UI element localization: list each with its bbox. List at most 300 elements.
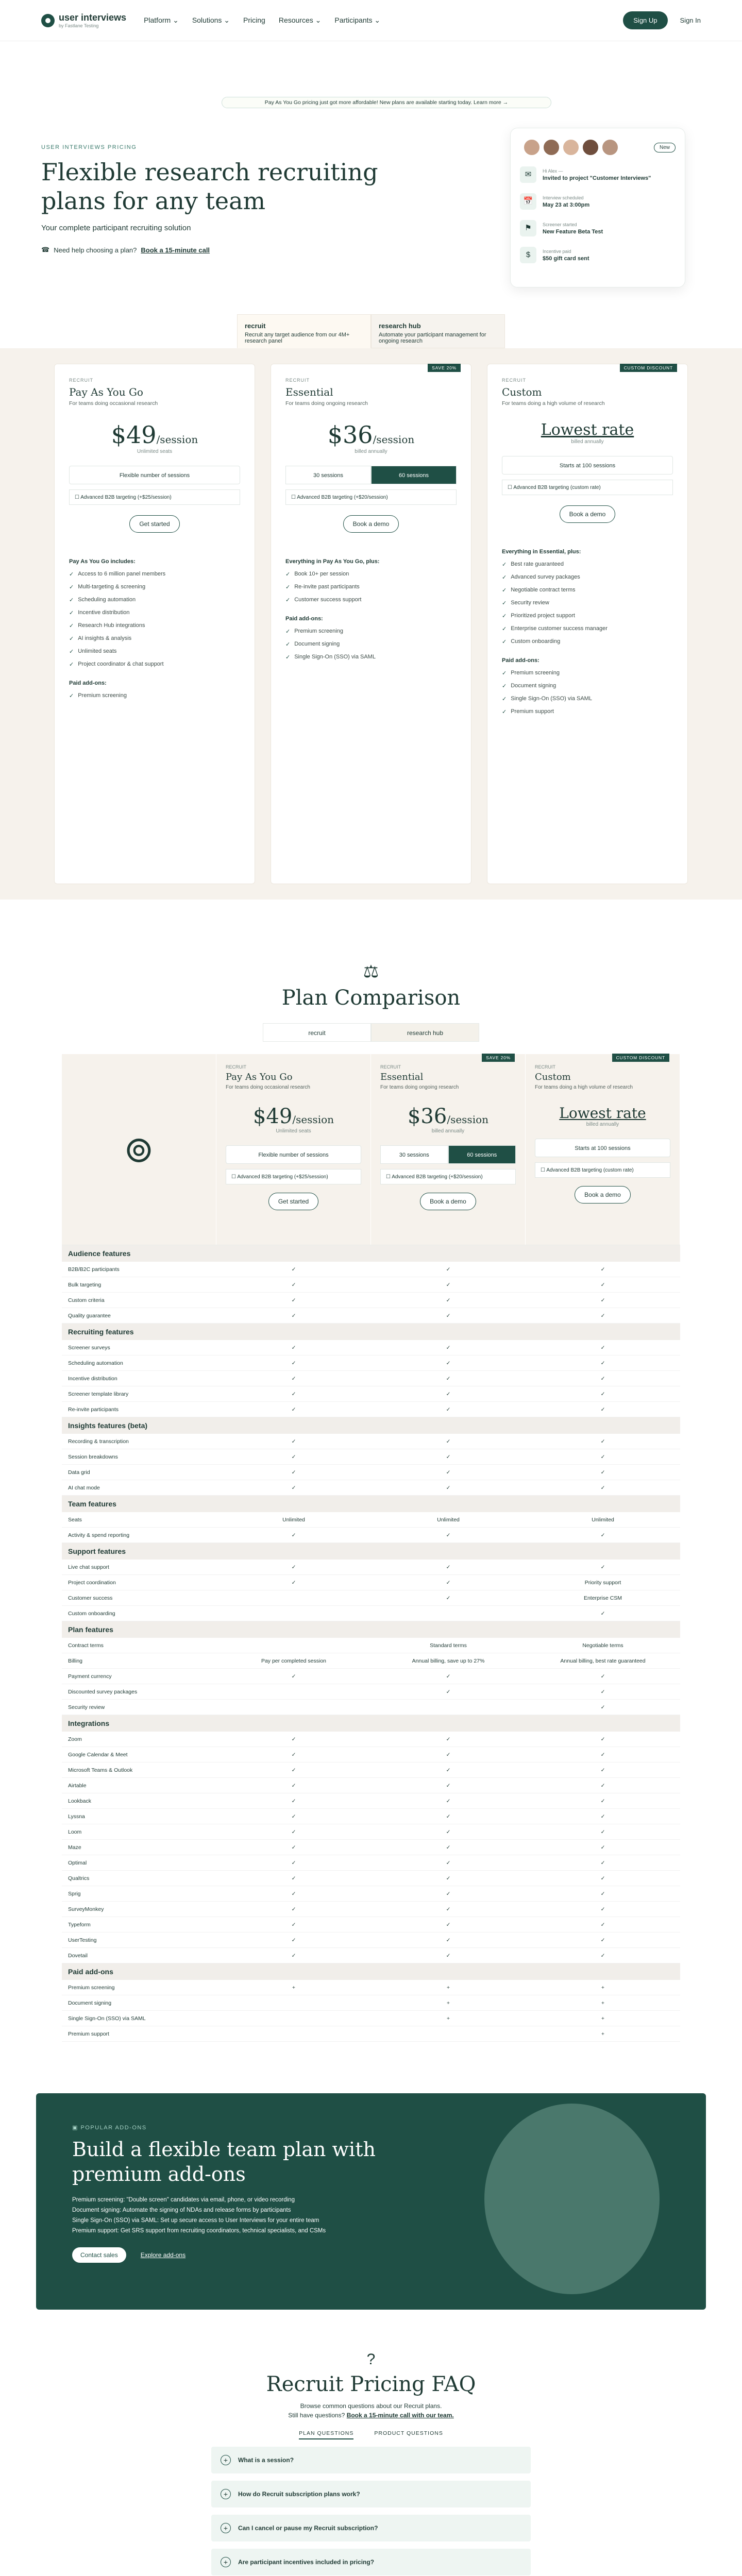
feature-cell: ✓ bbox=[291, 1406, 296, 1413]
feature-cell: ✓ bbox=[291, 1564, 296, 1570]
feature-name: AI chat mode bbox=[68, 1485, 100, 1491]
event-title: New Feature Beta Test bbox=[543, 228, 603, 235]
feature-cell: ✓ bbox=[600, 1798, 605, 1804]
event-title: May 23 at 3:00pm bbox=[543, 201, 590, 208]
addon-item: ✓ Single Sign-On (SSO) via SAML bbox=[502, 696, 673, 702]
comparison-section-header: Audience features bbox=[62, 1245, 680, 1262]
feature-name: Screener surveys bbox=[68, 1345, 110, 1351]
feature-name: Zoom bbox=[68, 1736, 82, 1742]
plan-desc: For teams doing ongoing research bbox=[285, 400, 368, 406]
feature-name: Document signing bbox=[68, 2000, 112, 2006]
price-note: billed annually bbox=[571, 439, 604, 445]
feature-cell: ✓ bbox=[446, 1689, 451, 1695]
feature-cell: ✓ bbox=[446, 1391, 451, 1397]
plan-label: RECRUIT bbox=[226, 1064, 246, 1070]
table-row bbox=[62, 1575, 680, 1590]
event-meta: Hi Alex — bbox=[543, 168, 563, 174]
feature-cell: ✓ bbox=[291, 1282, 296, 1288]
feature-name: Discounted survey packages bbox=[68, 1689, 138, 1695]
feature-cell: ✓ bbox=[446, 1266, 451, 1273]
comparison-section-header: Team features bbox=[62, 1496, 680, 1512]
session-selector[interactable]: Starts at 100 sessions bbox=[502, 456, 673, 474]
feature-cell bbox=[216, 1995, 371, 2011]
price-value: Lowest rate bbox=[559, 1105, 646, 1122]
table-row bbox=[62, 1871, 680, 1886]
book-demo-button[interactable]: Book a demo bbox=[560, 505, 616, 523]
addon-list bbox=[69, 692, 240, 699]
segment-30[interactable]: 30 sessions bbox=[380, 1145, 448, 1164]
feature-cell: + bbox=[446, 2015, 450, 2022]
feature-name: SurveyMonkey bbox=[68, 1906, 104, 1912]
price-note: Unlimited seats bbox=[276, 1128, 311, 1134]
feature-cell: + bbox=[446, 2000, 450, 2006]
feature-name: Recording & transcription bbox=[68, 1438, 129, 1445]
table-row bbox=[62, 2011, 680, 2026]
feature-cell: ✓ bbox=[446, 1767, 451, 1773]
feature-cell: + bbox=[601, 2015, 605, 2022]
segment-60[interactable]: 60 sessions bbox=[448, 1145, 516, 1164]
save-badge: SAVE 20% bbox=[482, 1054, 515, 1062]
avatar-row bbox=[520, 139, 676, 156]
feature-cell: Standard terms bbox=[430, 1642, 467, 1649]
b2b-label: Advanced B2B targeting (+$25/session) bbox=[237, 1174, 328, 1180]
feature-name: Loom bbox=[68, 1829, 82, 1835]
feature-cell: Enterprise CSM bbox=[583, 1595, 622, 1601]
table-row bbox=[62, 1449, 680, 1465]
avatar bbox=[582, 139, 599, 156]
b2b-checkbox[interactable]: ☐ Advanced B2B targeting (custom rate) bbox=[502, 480, 673, 495]
plan-comparison bbox=[0, 900, 742, 2073]
feature-name: Custom onboarding bbox=[68, 1611, 115, 1617]
tab-desc: Recruit any target audience from our 4M+ research panel bbox=[245, 332, 350, 344]
comparison-section-header: Insights features (beta) bbox=[62, 1417, 680, 1434]
pricing-cards bbox=[41, 364, 701, 884]
segment-30[interactable]: 30 sessions bbox=[285, 466, 371, 484]
event-meta: Screener started bbox=[543, 222, 577, 227]
plan-card-custom bbox=[487, 364, 688, 884]
price-note: billed annually bbox=[431, 1128, 465, 1134]
faq-item[interactable] bbox=[211, 2447, 531, 2473]
feature-cell: ✓ bbox=[600, 1953, 605, 1959]
table-row bbox=[62, 1638, 680, 1653]
table-row bbox=[62, 1386, 680, 1402]
feature-name: Bulk targeting bbox=[68, 1282, 102, 1288]
hero-title: Flexible research recruiting plans for any team bbox=[41, 158, 378, 215]
plan-label: RECRUIT bbox=[380, 1064, 401, 1070]
table-row bbox=[62, 1948, 680, 1963]
nav-link-participants[interactable]: Participants ⌄ bbox=[334, 16, 381, 24]
event-text bbox=[543, 249, 589, 262]
nav-link-platform[interactable]: Platform ⌄ bbox=[144, 16, 179, 24]
feature-cell: Priority support bbox=[584, 1580, 621, 1586]
feature-cell: ✓ bbox=[446, 1953, 451, 1959]
table-row bbox=[62, 1262, 680, 1277]
feature-name: Microsoft Teams & Outlook bbox=[68, 1767, 133, 1773]
feature-cell: ✓ bbox=[446, 1844, 451, 1851]
table-row bbox=[62, 1917, 680, 1933]
feature-name: Qualtrics bbox=[68, 1875, 90, 1882]
price-value: $36 bbox=[327, 421, 373, 449]
feature-cell: ✓ bbox=[446, 1673, 451, 1680]
comparison-header bbox=[62, 1054, 680, 1245]
feature-cell: + bbox=[446, 1985, 450, 1991]
table-row bbox=[62, 1700, 680, 1715]
feature-name: B2B/B2C participants bbox=[68, 1266, 120, 1273]
b2b-label: Advanced B2B targeting (custom rate) bbox=[513, 485, 601, 490]
plan-name: Essential bbox=[380, 1072, 424, 1082]
plan-desc: For teams doing a high volume of research bbox=[535, 1084, 633, 1090]
feature-cell bbox=[216, 2011, 371, 2026]
feature-item: ✓ Multi-targeting & screening bbox=[69, 584, 240, 590]
feature-cell: ✓ bbox=[446, 1814, 451, 1820]
feature-cell: ✓ bbox=[600, 1752, 605, 1758]
plan-desc: For teams doing ongoing research bbox=[380, 1084, 459, 1090]
session-selector[interactable]: Flexible number of sessions bbox=[69, 466, 240, 484]
feature-cell bbox=[216, 1684, 371, 1700]
table-row bbox=[62, 1512, 680, 1528]
feature-item: ✓ Advanced survey packages bbox=[502, 574, 673, 581]
session-selector[interactable]: Flexible number of sessions bbox=[226, 1145, 361, 1164]
event-text bbox=[543, 222, 603, 235]
faq-item[interactable] bbox=[211, 2515, 531, 2541]
plus-icon: + bbox=[221, 2489, 231, 2499]
table-row bbox=[62, 1747, 680, 1762]
feature-cell: ✓ bbox=[446, 1595, 451, 1601]
feature-cell: ✓ bbox=[291, 1860, 296, 1866]
comparison-title: Plan Comparison bbox=[281, 986, 461, 1010]
promo-item: Premium support: Get SRS support from recruiting coordinators, technical specialists, and CSMs bbox=[72, 2228, 326, 2234]
feature-cell: ✓ bbox=[600, 1564, 605, 1570]
comparison-section-header: Integrations bbox=[62, 1715, 680, 1732]
addons-heading: Paid add-ons: bbox=[285, 616, 323, 622]
feature-cell: Unlimited bbox=[437, 1517, 460, 1523]
feature-cell: ✓ bbox=[291, 1937, 296, 1943]
feature-cell: ✓ bbox=[600, 1814, 605, 1820]
feature-name: Lookback bbox=[68, 1798, 91, 1804]
feature-cell: + bbox=[292, 1985, 296, 1991]
promo-eyebrow-text: POPULAR ADD-ONS bbox=[80, 2125, 147, 2131]
feature-cell: ✓ bbox=[291, 1469, 296, 1476]
plan-card-payg bbox=[54, 364, 255, 884]
plan-name: Essential bbox=[285, 386, 333, 398]
plus-icon: + bbox=[221, 2455, 231, 2465]
book-demo-button[interactable]: Book a demo bbox=[343, 515, 399, 533]
feature-cell: ✓ bbox=[600, 1736, 605, 1742]
comparison-table bbox=[62, 1245, 680, 2042]
save-badge: SAVE 20% bbox=[428, 364, 461, 372]
feature-name: Customer success bbox=[68, 1595, 113, 1601]
feature-name: Payment currency bbox=[68, 1673, 112, 1680]
faq-title: Recruit Pricing FAQ bbox=[266, 2372, 476, 2396]
feature-cell: ✓ bbox=[291, 1376, 296, 1382]
plan-label: RECRUIT bbox=[502, 378, 526, 383]
addon-item: ✓ Document signing bbox=[502, 683, 673, 689]
tab-product-questions[interactable]: PRODUCT QUESTIONS bbox=[374, 2430, 443, 2436]
table-row bbox=[62, 1371, 680, 1386]
dollar-icon: $ bbox=[520, 247, 536, 263]
feature-cell: ✓ bbox=[446, 1360, 451, 1366]
feature-cell: ✓ bbox=[291, 1798, 296, 1804]
nav-links bbox=[144, 16, 380, 25]
features-heading: Everything in Essential, plus: bbox=[502, 549, 581, 555]
feature-cell: Unlimited bbox=[282, 1517, 305, 1523]
feature-cell: ✓ bbox=[600, 1704, 605, 1710]
book-demo-button[interactable]: Book a demo bbox=[420, 1193, 476, 1210]
tab-recruit[interactable]: recruit bbox=[263, 1023, 371, 1042]
feature-cell: ✓ bbox=[600, 1406, 605, 1413]
event-title: Invited to project "Customer Interviews" bbox=[543, 175, 651, 181]
faq-item[interactable] bbox=[211, 2481, 531, 2507]
announcement-banner[interactable]: Pay As You Go pricing just got more affordable! New plans are available starting today. Learn more → bbox=[222, 97, 551, 108]
feature-name: Premium screening bbox=[68, 1985, 115, 1991]
feature-name: Project coordination bbox=[68, 1580, 116, 1586]
plan-price bbox=[380, 1105, 516, 1128]
feature-cell: ✓ bbox=[600, 1611, 605, 1617]
feature-cell: ✓ bbox=[291, 1580, 296, 1586]
feature-cell: ✓ bbox=[291, 1767, 296, 1773]
segment-60[interactable]: 60 sessions bbox=[371, 466, 457, 484]
b2b-checkbox[interactable]: ☐ Advanced B2B targeting (custom rate) bbox=[535, 1162, 670, 1178]
feature-cell: ✓ bbox=[600, 1937, 605, 1943]
book-demo-button[interactable]: Book a demo bbox=[575, 1186, 631, 1204]
feature-cell: ✓ bbox=[600, 1891, 605, 1897]
features-heading: Everything in Pay As You Go, plus: bbox=[285, 558, 380, 565]
phone-icon: ☎ bbox=[41, 246, 50, 253]
feature-cell: ✓ bbox=[446, 1297, 451, 1303]
faq-item[interactable] bbox=[211, 2549, 531, 2575]
addon-item: ✓ Premium screening bbox=[69, 692, 240, 699]
table-row bbox=[62, 1308, 680, 1324]
faq-subtitle bbox=[0, 2401, 742, 2420]
feature-cell: ✓ bbox=[291, 1922, 296, 1928]
b2b-checkbox[interactable]: ☐ Advanced B2B targeting (+$25/session) bbox=[69, 489, 240, 505]
tab-research-hub[interactable] bbox=[371, 314, 505, 348]
feature-cell: ✓ bbox=[291, 1485, 296, 1491]
feature-name: Optimal bbox=[68, 1860, 87, 1866]
product-tabs bbox=[0, 314, 742, 348]
explore-addons-link[interactable]: Explore add-ons bbox=[140, 2251, 186, 2259]
feature-cell: ✓ bbox=[600, 1266, 605, 1273]
hero bbox=[0, 41, 742, 299]
tab-plan-questions[interactable]: PLAN QUESTIONS bbox=[299, 2430, 353, 2439]
feature-cell: ✓ bbox=[446, 1860, 451, 1866]
feature-name: Seats bbox=[68, 1517, 82, 1523]
plan-name: Pay As You Go bbox=[69, 386, 143, 398]
feature-name: Re-invite participants bbox=[68, 1406, 119, 1413]
feature-cell: Annual billing, save up to 27% bbox=[412, 1658, 485, 1664]
plan-label: RECRUIT bbox=[69, 378, 93, 383]
feature-name: Sprig bbox=[68, 1891, 81, 1897]
event-title: $50 gift card sent bbox=[543, 255, 589, 262]
feature-name: UserTesting bbox=[68, 1937, 97, 1943]
hero-subtitle: Your complete participant recruiting solution bbox=[41, 224, 191, 232]
feature-cell: ✓ bbox=[446, 1485, 451, 1491]
feature-cell: ✓ bbox=[600, 1485, 605, 1491]
feature-cell: ✓ bbox=[446, 1580, 451, 1586]
contact-sales-button[interactable]: Contact sales bbox=[72, 2247, 126, 2263]
table-row bbox=[62, 1653, 680, 1669]
get-started-button[interactable]: Get started bbox=[268, 1193, 318, 1210]
feature-cell bbox=[216, 1606, 371, 1621]
table-row bbox=[62, 1824, 680, 1840]
price-value: $49 bbox=[111, 421, 157, 449]
feature-cell: Annual billing, best rate guaranteed bbox=[560, 1658, 646, 1664]
feature-cell: ✓ bbox=[600, 1438, 605, 1445]
compare-col-custom bbox=[526, 1054, 680, 1245]
feature-cell: ✓ bbox=[291, 1313, 296, 1319]
promo-item: Document signing: Automate the signing of NDAs and release forms by participants bbox=[72, 2207, 291, 2213]
feature-cell: ✓ bbox=[600, 1844, 605, 1851]
tab-research-hub[interactable]: research hub bbox=[371, 1023, 479, 1042]
book-call-link[interactable]: Book a 15-minute call bbox=[141, 246, 210, 254]
feature-cell: ✓ bbox=[291, 1391, 296, 1397]
logo-sub: by Fastlane Testing bbox=[59, 23, 99, 28]
b2b-label: Advanced B2B targeting (custom rate) bbox=[546, 1167, 634, 1173]
event-item bbox=[520, 220, 676, 236]
plan-name: Custom bbox=[502, 386, 542, 398]
feature-name: Security review bbox=[68, 1704, 105, 1710]
table-row bbox=[62, 1606, 680, 1621]
nav-link-pricing[interactable]: Pricing bbox=[243, 16, 265, 24]
feature-name: Quality guarantee bbox=[68, 1313, 111, 1319]
logo-text bbox=[59, 12, 126, 28]
faq-question: Can I cancel or pause my Recruit subscription? bbox=[238, 2524, 378, 2532]
feature-item: ✓ Access to 6 million panel members bbox=[69, 571, 240, 578]
b2b-checkbox[interactable]: ☐ Advanced B2B targeting (+$20/session) bbox=[380, 1169, 516, 1184]
plan-name: Pay As You Go bbox=[226, 1072, 293, 1082]
feature-cell: + bbox=[601, 2031, 605, 2037]
avatar bbox=[543, 139, 560, 156]
feature-cell: ✓ bbox=[600, 1875, 605, 1882]
promo-item: Premium screening: "Double screen" candidates via email, phone, or video recording bbox=[72, 2197, 295, 2203]
feature-name: Custom criteria bbox=[68, 1297, 105, 1303]
feature-cell bbox=[371, 2026, 526, 2042]
event-item bbox=[520, 247, 676, 263]
table-row bbox=[62, 1809, 680, 1824]
nav-right bbox=[623, 11, 701, 29]
table-row bbox=[62, 1902, 680, 1917]
get-started-button[interactable]: Get started bbox=[129, 515, 179, 533]
table-row bbox=[62, 1480, 680, 1496]
feature-name: Incentive distribution bbox=[68, 1376, 117, 1382]
feature-item: ✓ Security review bbox=[502, 600, 673, 606]
tab-recruit[interactable] bbox=[237, 314, 371, 348]
plan-price bbox=[502, 421, 673, 439]
hero-eyebrow: USER INTERVIEWS PRICING bbox=[41, 144, 137, 150]
feature-cell: ✓ bbox=[600, 1469, 605, 1476]
feature-cell bbox=[216, 1590, 371, 1606]
feature-cell: ✓ bbox=[291, 1829, 296, 1835]
feature-cell: ✓ bbox=[446, 1829, 451, 1835]
question-icon: ? bbox=[366, 2351, 376, 2368]
calendar-icon: 📅 bbox=[520, 193, 536, 210]
compare-col-payg bbox=[216, 1054, 371, 1245]
feature-cell: ✓ bbox=[446, 1736, 451, 1742]
table-row bbox=[62, 1560, 680, 1575]
avatar bbox=[601, 139, 619, 156]
session-selector[interactable]: Starts at 100 sessions bbox=[535, 1139, 670, 1157]
addons-heading: Paid add-ons: bbox=[69, 680, 107, 686]
b2b-checkbox[interactable]: ☐ Advanced B2B targeting (+$20/session) bbox=[285, 489, 457, 505]
table-row bbox=[62, 1933, 680, 1948]
feature-cell: ✓ bbox=[446, 1454, 451, 1460]
nav-link-resources[interactable]: Resources ⌄ bbox=[278, 16, 322, 24]
feature-cell bbox=[216, 1700, 371, 1715]
feature-cell: ✓ bbox=[291, 1532, 296, 1538]
b2b-checkbox[interactable]: ☐ Advanced B2B targeting (+$25/session) bbox=[226, 1169, 361, 1184]
feature-item: ✓ Best rate guaranteed bbox=[502, 561, 673, 568]
signin-link[interactable]: Sign In bbox=[680, 16, 701, 24]
discount-badge: CUSTOM DISCOUNT bbox=[620, 364, 677, 372]
feature-cell: ✓ bbox=[291, 1673, 296, 1680]
avatar bbox=[562, 139, 580, 156]
feature-cell: ✓ bbox=[600, 1860, 605, 1866]
faq-sub2: Still have questions? bbox=[288, 2412, 345, 2419]
feature-cell: ✓ bbox=[291, 1844, 296, 1851]
top-nav bbox=[0, 0, 742, 41]
table-row bbox=[62, 1669, 680, 1684]
table-row bbox=[62, 1855, 680, 1871]
feature-cell: Pay per completed session bbox=[261, 1658, 327, 1664]
logo[interactable] bbox=[41, 12, 126, 28]
table-row bbox=[62, 1995, 680, 2011]
feature-item: ✓ Project coordinator & chat support bbox=[69, 661, 240, 668]
price-unit: /session bbox=[447, 1113, 489, 1126]
feature-cell: ✓ bbox=[291, 1454, 296, 1460]
mail-icon: ✉ bbox=[520, 166, 536, 183]
coin-illustration-icon: ⊚ bbox=[62, 1054, 216, 1245]
price-note: billed annually bbox=[355, 449, 387, 454]
promo-eyebrow: ▣ POPULAR ADD-ONS bbox=[72, 2125, 147, 2131]
promo-item: Single Sign-On (SSO) via SAML: Set up secure access to User Interviews for your entire team bbox=[72, 2217, 319, 2224]
b2b-label: Advanced B2B targeting (+$20/session) bbox=[392, 1174, 483, 1180]
nav-link-solutions[interactable]: Solutions ⌄ bbox=[192, 16, 230, 24]
feature-cell: ✓ bbox=[291, 1875, 296, 1882]
compare-col-essential bbox=[371, 1054, 526, 1245]
feature-name: Single Sign-On (SSO) via SAML bbox=[68, 2015, 146, 2022]
feature-item: ✓ AI insights & analysis bbox=[69, 635, 240, 642]
faq-section bbox=[0, 2330, 742, 2576]
feature-name: Scheduling automation bbox=[68, 1360, 123, 1366]
price-value: $49 bbox=[252, 1105, 293, 1128]
feature-item: ✓ Unlimited seats bbox=[69, 648, 240, 655]
feature-name: Maze bbox=[68, 1844, 81, 1851]
faq-book-call-link[interactable]: Book a 15-minute call with our team. bbox=[346, 2412, 454, 2419]
logo-label: user interviews bbox=[59, 12, 127, 23]
b2b-label: Advanced B2B targeting (+$25/session) bbox=[80, 495, 172, 500]
b2b-label: Advanced B2B targeting (+$20/session) bbox=[297, 495, 388, 500]
event-meta: Incentive paid bbox=[543, 248, 571, 254]
plan-price bbox=[69, 421, 240, 449]
feature-cell bbox=[371, 1606, 526, 1621]
feature-list bbox=[69, 571, 240, 668]
event-item bbox=[520, 193, 676, 210]
tab-title: research hub bbox=[379, 322, 421, 330]
feature-cell bbox=[216, 2026, 371, 2042]
feature-cell: ✓ bbox=[446, 1313, 451, 1319]
scale-icon: ⚖ bbox=[363, 962, 379, 981]
plan-desc: For teams doing occasional research bbox=[69, 400, 158, 406]
table-row bbox=[62, 1886, 680, 1902]
feature-cell: ✓ bbox=[446, 1752, 451, 1758]
feature-name: Activity & spend reporting bbox=[68, 1532, 130, 1538]
feature-cell: ✓ bbox=[446, 1469, 451, 1476]
signup-button[interactable]: Sign Up bbox=[623, 11, 667, 29]
feature-cell: ✓ bbox=[446, 1564, 451, 1570]
flag-icon: ⚑ bbox=[520, 220, 536, 236]
feature-cell: ✓ bbox=[446, 1406, 451, 1413]
price-unit: /session bbox=[292, 1113, 334, 1126]
